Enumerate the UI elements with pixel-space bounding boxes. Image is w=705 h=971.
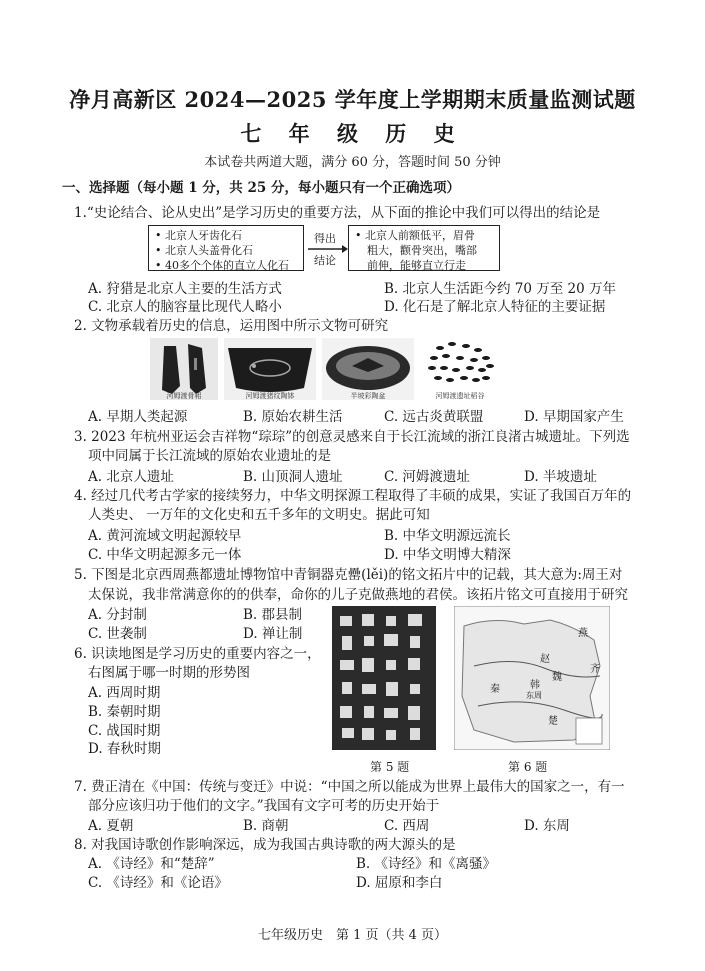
q1-option-a: A. 狩猎是北京人主要的生活方式 (88, 281, 282, 297)
q8-stem: 8. 对我国诗歌创作影响深远，成为我国古典诗歌的两大源头的是 (74, 837, 456, 853)
q2-caption-1: 河姆渡骨耜 (166, 392, 202, 400)
q3-stem-line2: 项中同属于长江流域的原始农业遗址的是 (88, 448, 331, 464)
bronze-inscription-rubbing-image (332, 606, 436, 750)
q4-option-c: C. 中华文明起源多元一体 (88, 547, 242, 563)
q3-option-a: A. 北京人遗址 (88, 469, 174, 485)
q5-option-d: D. 禅让制 (243, 626, 303, 642)
q1-option-c: C. 北京人的脑容量比现代人略小 (88, 299, 282, 315)
map-label-yan: 燕 (578, 628, 588, 639)
q5-stem-line1: 5. 下图是北京西周燕都遗址博物馆中青铜器克罍(lěi)的铭文拓片中的记载，其大意为:周王对 (74, 567, 623, 583)
q4-stem-line2: 人类史、 一万年的文化史和五千多年的文明史。据此可知 (88, 507, 430, 523)
figure-caption-q5: 第 5 题 (370, 760, 410, 774)
q5-stem-line2: 太保说，我非常满意你的的供奉，命你的儿子克做燕地的君侯。该拓片铭文可直接用于研究 (88, 587, 628, 603)
figure-caption-q6: 第 6 题 (508, 760, 548, 774)
page-footer: 七年级历史 第 1 页（共 4 页） (257, 928, 448, 943)
q2-caption-3: 半坡彩陶盆 (350, 392, 386, 400)
q1-conclusion-2: 粗大，颧骨突出，嘴部 (367, 244, 477, 257)
q3-option-d: D. 半坡遗址 (524, 469, 597, 485)
q1-evidence-box (148, 225, 304, 271)
exam-info: 本试卷共两道大题，满分 60 分，答题时间 50 分钟 (204, 155, 501, 170)
q8-option-a: A. 《诗经》和“楚辞” (88, 856, 215, 872)
q1-arrow-bottom: 结论 (314, 254, 336, 267)
q5-option-c: C. 世袭制 (88, 626, 147, 642)
q1-conclusion-3: 前伸，能够直立行走 (367, 259, 466, 272)
q4-option-b: B. 中华文明源远流长 (384, 528, 511, 544)
q1-evidence-2: • 北京人头盖骨化石 (155, 244, 253, 257)
q1-option-b: B. 北京人生活距今约 70 万至 20 万年 (384, 281, 617, 297)
q3-option-b: B. 山顶洞人遗址 (243, 469, 343, 485)
q3-stem-line1: 3. 2023 年杭州亚运会吉祥物“琮琮”的创意灵感来自于长江流域的浙江良渚古城遗址。下列选 (74, 429, 630, 445)
map-label-chu: 楚 (548, 716, 558, 727)
q2-option-b: B. 原始农耕生活 (243, 409, 343, 425)
q8-option-c: C. 《诗经》和《论语》 (88, 875, 228, 891)
map-label-qin: 秦 (490, 684, 500, 695)
q7-option-d: D. 东周 (524, 818, 570, 834)
q7-stem-line1: 7. 费正清在《中国：传统与变迁》中说：“中国之所以能成为世界上最伟大的国家之一，有一 (74, 779, 625, 795)
map-label-dongzhou: 东周 (526, 691, 542, 700)
q2-caption-4: 河姆渡遗址稻谷 (435, 392, 485, 400)
q1-conclusion-1: • 北京人前额低平，眉骨 (355, 229, 475, 242)
q3-option-c: C. 河姆渡遗址 (384, 469, 470, 485)
q6-stem-line1: 6. 识读地图是学习历史的重要内容之一， (74, 646, 321, 662)
q1-arrow-top: 得出 (314, 232, 336, 245)
q1-stem: 1.“史论结合、论从史出”是学习历史的重要方法，从下面的推论中我们可以得出的结论是 (74, 205, 601, 221)
exam-title: 净月高新区 2024—2025 学年度上学期期末质量监测试题 (69, 87, 636, 112)
q6-option-a: A. 西周时期 (88, 685, 161, 701)
q6-stem-line2: 右图属于哪一时期的形势图 (88, 665, 250, 681)
q2-option-c: C. 远古炎黄联盟 (384, 409, 484, 425)
q6-option-c: C. 战国时期 (88, 723, 161, 739)
map-label-wei: 魏 (552, 672, 562, 683)
section-heading: 一、选择题（每小题 1 分，共 25 分，每小题只有一个正确选项） (62, 180, 460, 196)
q7-option-a: A. 夏朝 (88, 818, 134, 834)
q1-option-d: D. 化石是了解北京人特征的主要证据 (384, 299, 606, 315)
q5-option-a: A. 分封制 (88, 607, 147, 623)
exam-subject: 七 年 级 历 史 (240, 121, 465, 146)
q4-stem-line1: 4. 经过几代考古学家的接续努力，中华文明探源工程取得了丰硕的成果，实证了我国百万年的 (74, 488, 632, 504)
map-label-qi: 齐 (590, 664, 600, 675)
q7-option-b: B. 商朝 (243, 818, 289, 834)
q1-conclusion-box (348, 225, 500, 271)
q2-option-a: A. 早期人类起源 (88, 409, 188, 425)
q6-option-b: B. 秦朝时期 (88, 704, 161, 720)
q4-option-a: A. 黄河流域文明起源较早 (88, 528, 242, 544)
q8-option-b: B. 《诗经》和《离骚》 (356, 856, 497, 872)
q1-evidence-3: • 40多个个体的直立人化石 (155, 259, 289, 272)
q6-option-d: D. 春秋时期 (88, 741, 161, 757)
q7-stem-line2: 部分应该归功于他们的文字。”我国有文字可考的历史开始于 (88, 798, 440, 814)
map-label-han: 韩 (530, 680, 540, 691)
q2-caption-2: 河姆渡猪纹陶钵 (245, 392, 295, 400)
q8-option-d: D. 屈原和李白 (356, 875, 443, 891)
map-label-zhao: 赵 (540, 654, 550, 665)
q2-option-d: D. 早期国家产生 (524, 409, 624, 425)
q5-option-b: B. 郡县制 (243, 607, 303, 623)
q4-option-d: D. 中华文明博大精深 (384, 547, 511, 563)
q1-evidence-1: • 北京人牙齿化石 (155, 229, 242, 242)
q7-option-c: C. 西周 (384, 818, 430, 834)
q2-stem: 2. 文物承载着历史的信息，运用图中所示文物可研究 (74, 318, 389, 334)
